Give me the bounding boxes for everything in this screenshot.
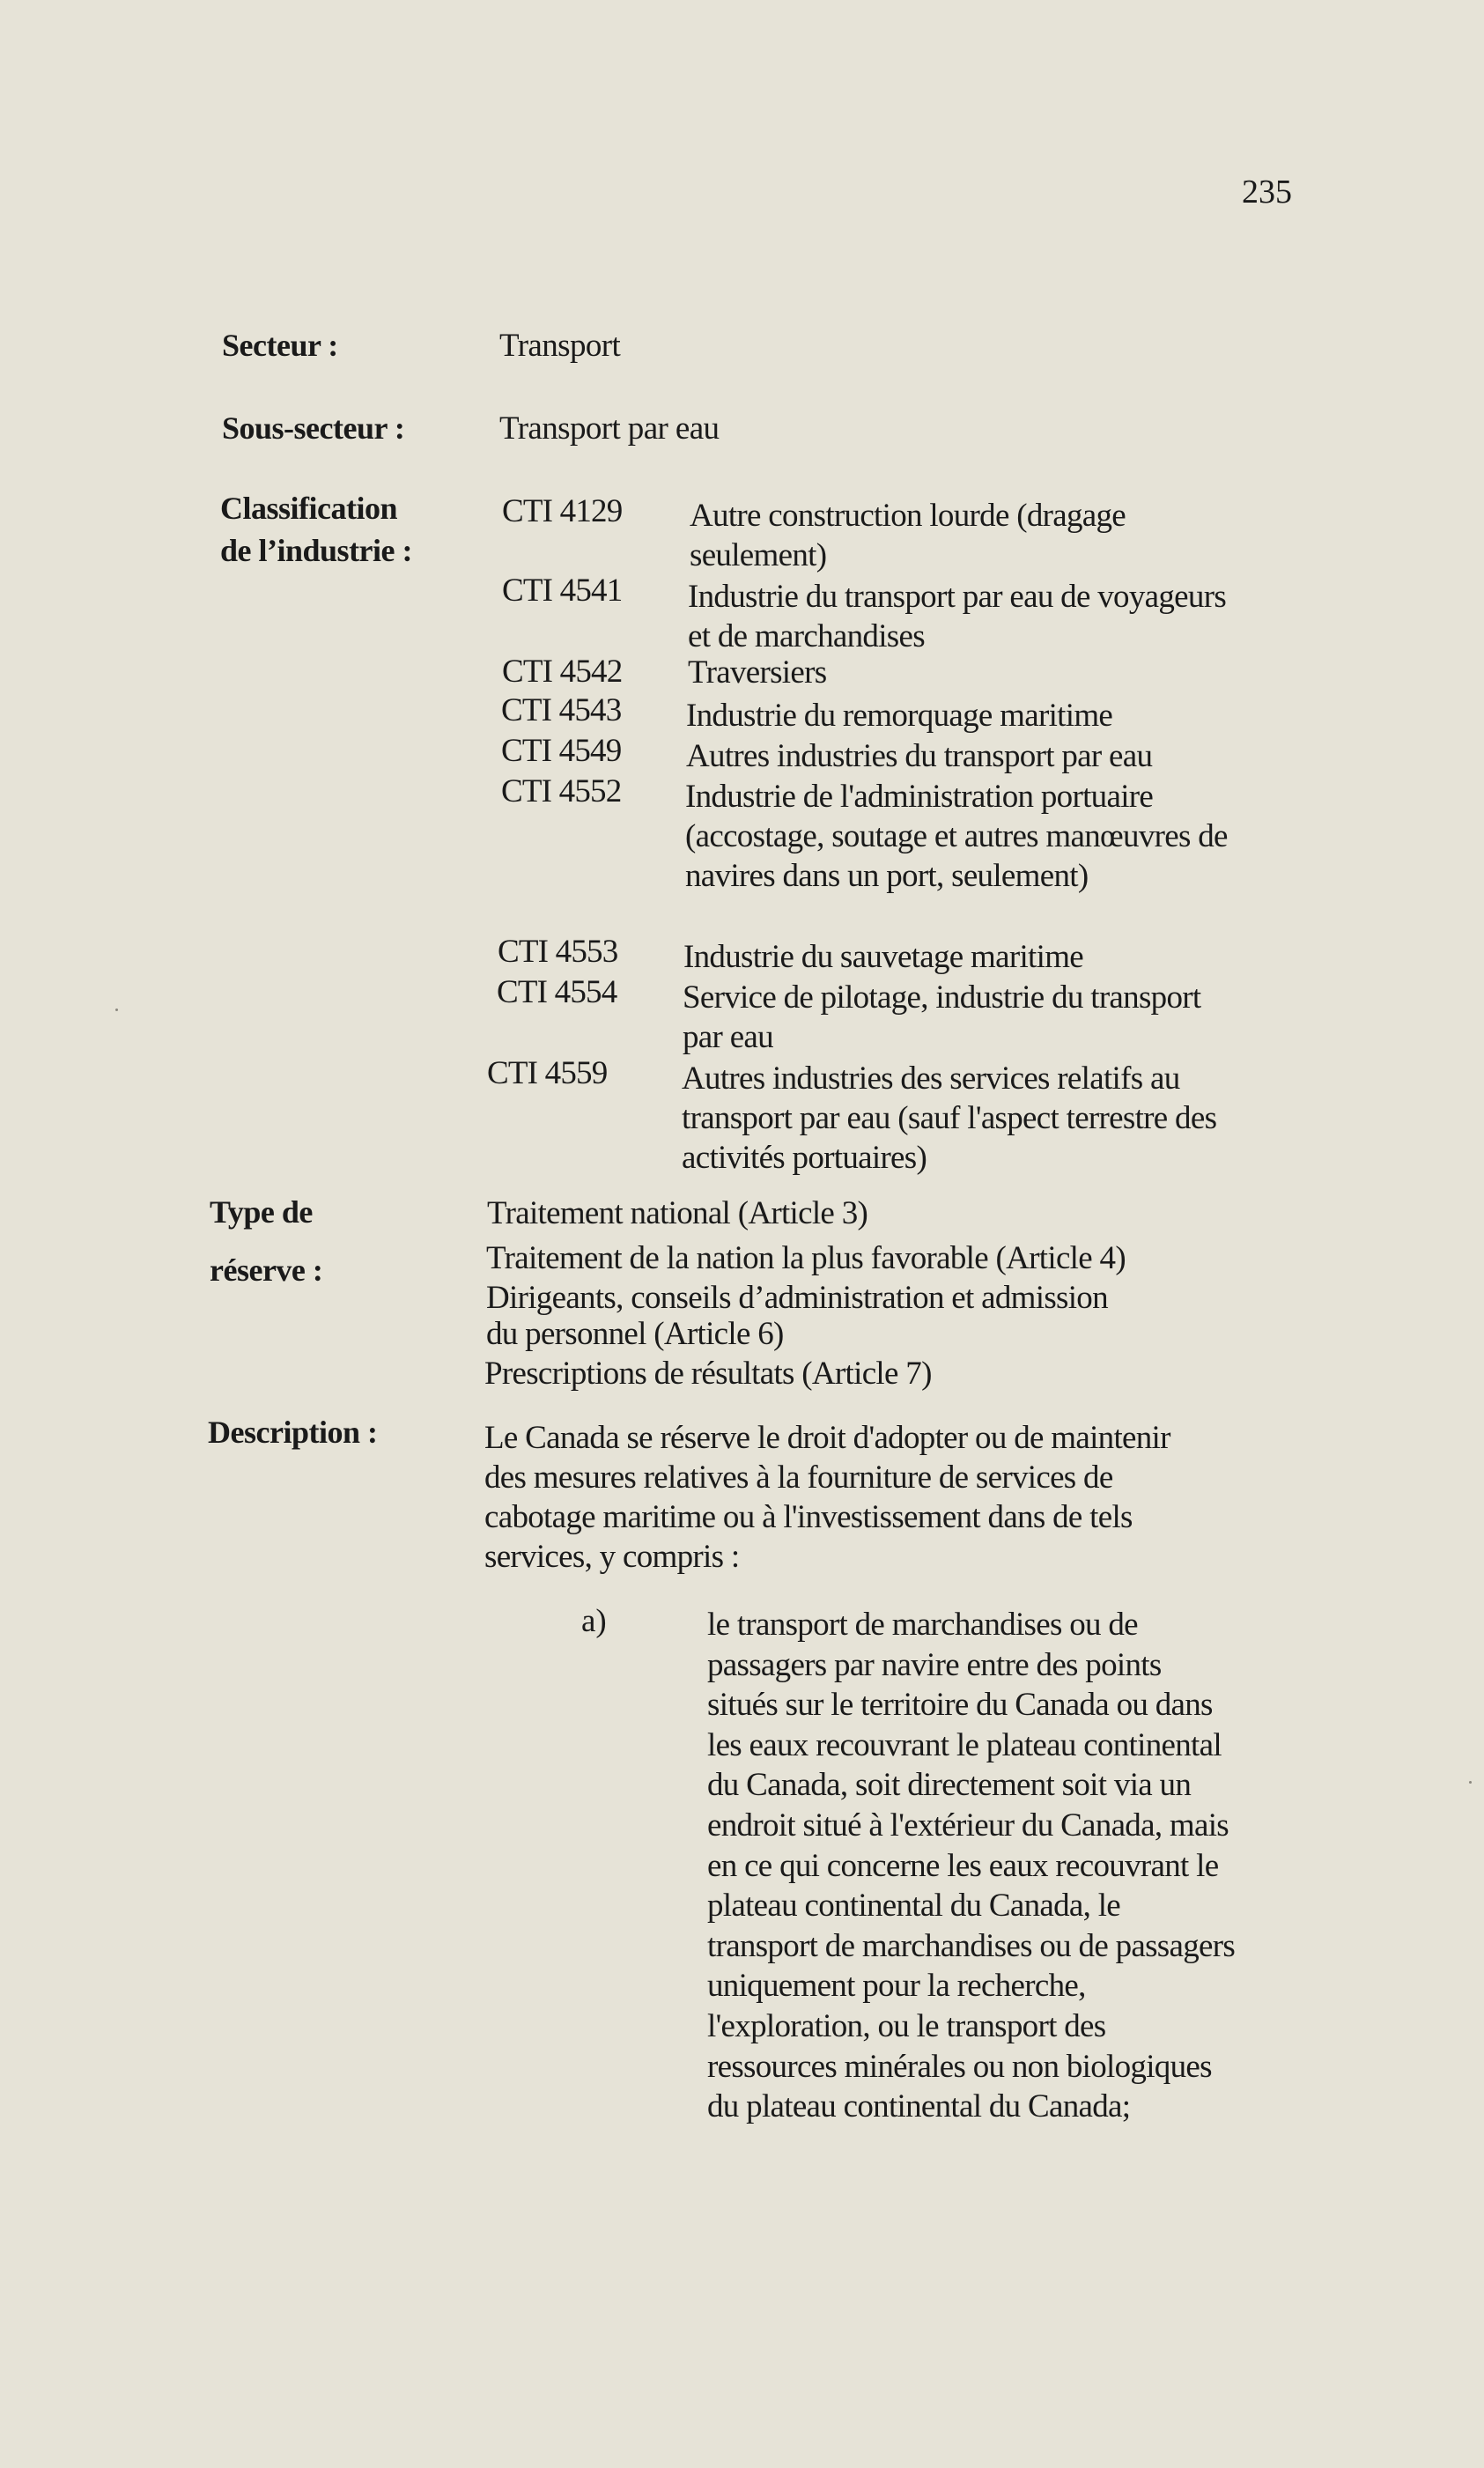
type-reserve-line: Traitement de la nation la plus favorable (Article 4): [486, 1240, 1126, 1276]
classification-code: CTI 4129: [502, 493, 623, 529]
list-item-text: le transport de marchandises ou de passagers par navire entre des points situés sur le territoire du Canada ou dans les eaux recouvrant le plateau continental du Canada, soit directement soit via un endroit situé à l'extérieur du Canada, mais en ce qui concerne les eaux recouvrant le plateau continental du Canada, le transport de marchandises ou de passagers uniquement pour la recherche, l'exploration, ou le transport des ressources minérales ou non biologiques du plateau continental du Canada;: [707, 1607, 1236, 2125]
classification-code: CTI 4559: [487, 1055, 608, 1091]
page-number: 235: [1242, 174, 1292, 211]
classification-desc: Industrie du remorquage maritime: [686, 698, 1113, 734]
classification-code: CTI 4554: [497, 974, 617, 1010]
sous-secteur-label: Sous-secteur :: [222, 410, 405, 446]
type-reserve-label-line1: Type de: [210, 1194, 313, 1230]
classification-desc: Service de pilotage, industrie du transport par eau: [683, 979, 1201, 1055]
classification-code: CTI 4553: [498, 934, 618, 970]
classification-desc: Autre construction lourde (dragage seulement): [690, 498, 1126, 573]
classification-desc: Industrie du sauvetage maritime: [683, 939, 1084, 975]
type-reserve-line: Prescriptions de résultats (Article 7): [484, 1356, 932, 1392]
classification-code: CTI 4541: [502, 573, 623, 609]
classification-code: CTI 4552: [501, 773, 622, 809]
sous-secteur-value: Transport par eau: [499, 410, 720, 447]
description-label: Description :: [208, 1415, 378, 1450]
secteur-label: Secteur :: [222, 328, 338, 363]
type-reserve-label-line2: réserve :: [210, 1252, 323, 1288]
type-reserve-line: du personnel (Article 6): [486, 1316, 784, 1352]
classification-label-line2: de l’industrie :: [220, 533, 413, 568]
classification-desc: Traversiers: [688, 654, 827, 691]
classification-code: CTI 4543: [501, 692, 622, 728]
scan-speck: [1469, 1781, 1472, 1784]
list-item-marker: a): [581, 1603, 607, 1639]
classification-code: CTI 4549: [501, 733, 622, 769]
type-reserve-line: Traitement national (Article 3): [487, 1195, 868, 1231]
classification-label-line1: Classification: [220, 491, 398, 526]
classification-desc: Autres industries du transport par eau: [686, 738, 1153, 774]
description-intro: Le Canada se réserve le droit d'adopter ou de maintenir des mesures relatives à la fourniture de services de cabotage maritime ou à l'investissement dans de tels services, y compris :: [484, 1420, 1170, 1575]
classification-desc: Industrie de l'administration portuaire (accostage, soutage et autres manœuvres de navires dans un port, seulement): [685, 779, 1228, 894]
classification-desc: Industrie du transport par eau de voyageurs et de marchandises: [688, 579, 1227, 654]
secteur-value: Transport: [499, 328, 621, 364]
classification-code: CTI 4542: [502, 654, 623, 690]
type-reserve-line: Dirigeants, conseils d’administration et admission: [486, 1280, 1108, 1316]
scan-speck: [115, 1009, 118, 1011]
classification-desc: Autres industries des services relatifs au transport par eau (sauf l'aspect terrestre des activités portuaires): [682, 1060, 1217, 1176]
